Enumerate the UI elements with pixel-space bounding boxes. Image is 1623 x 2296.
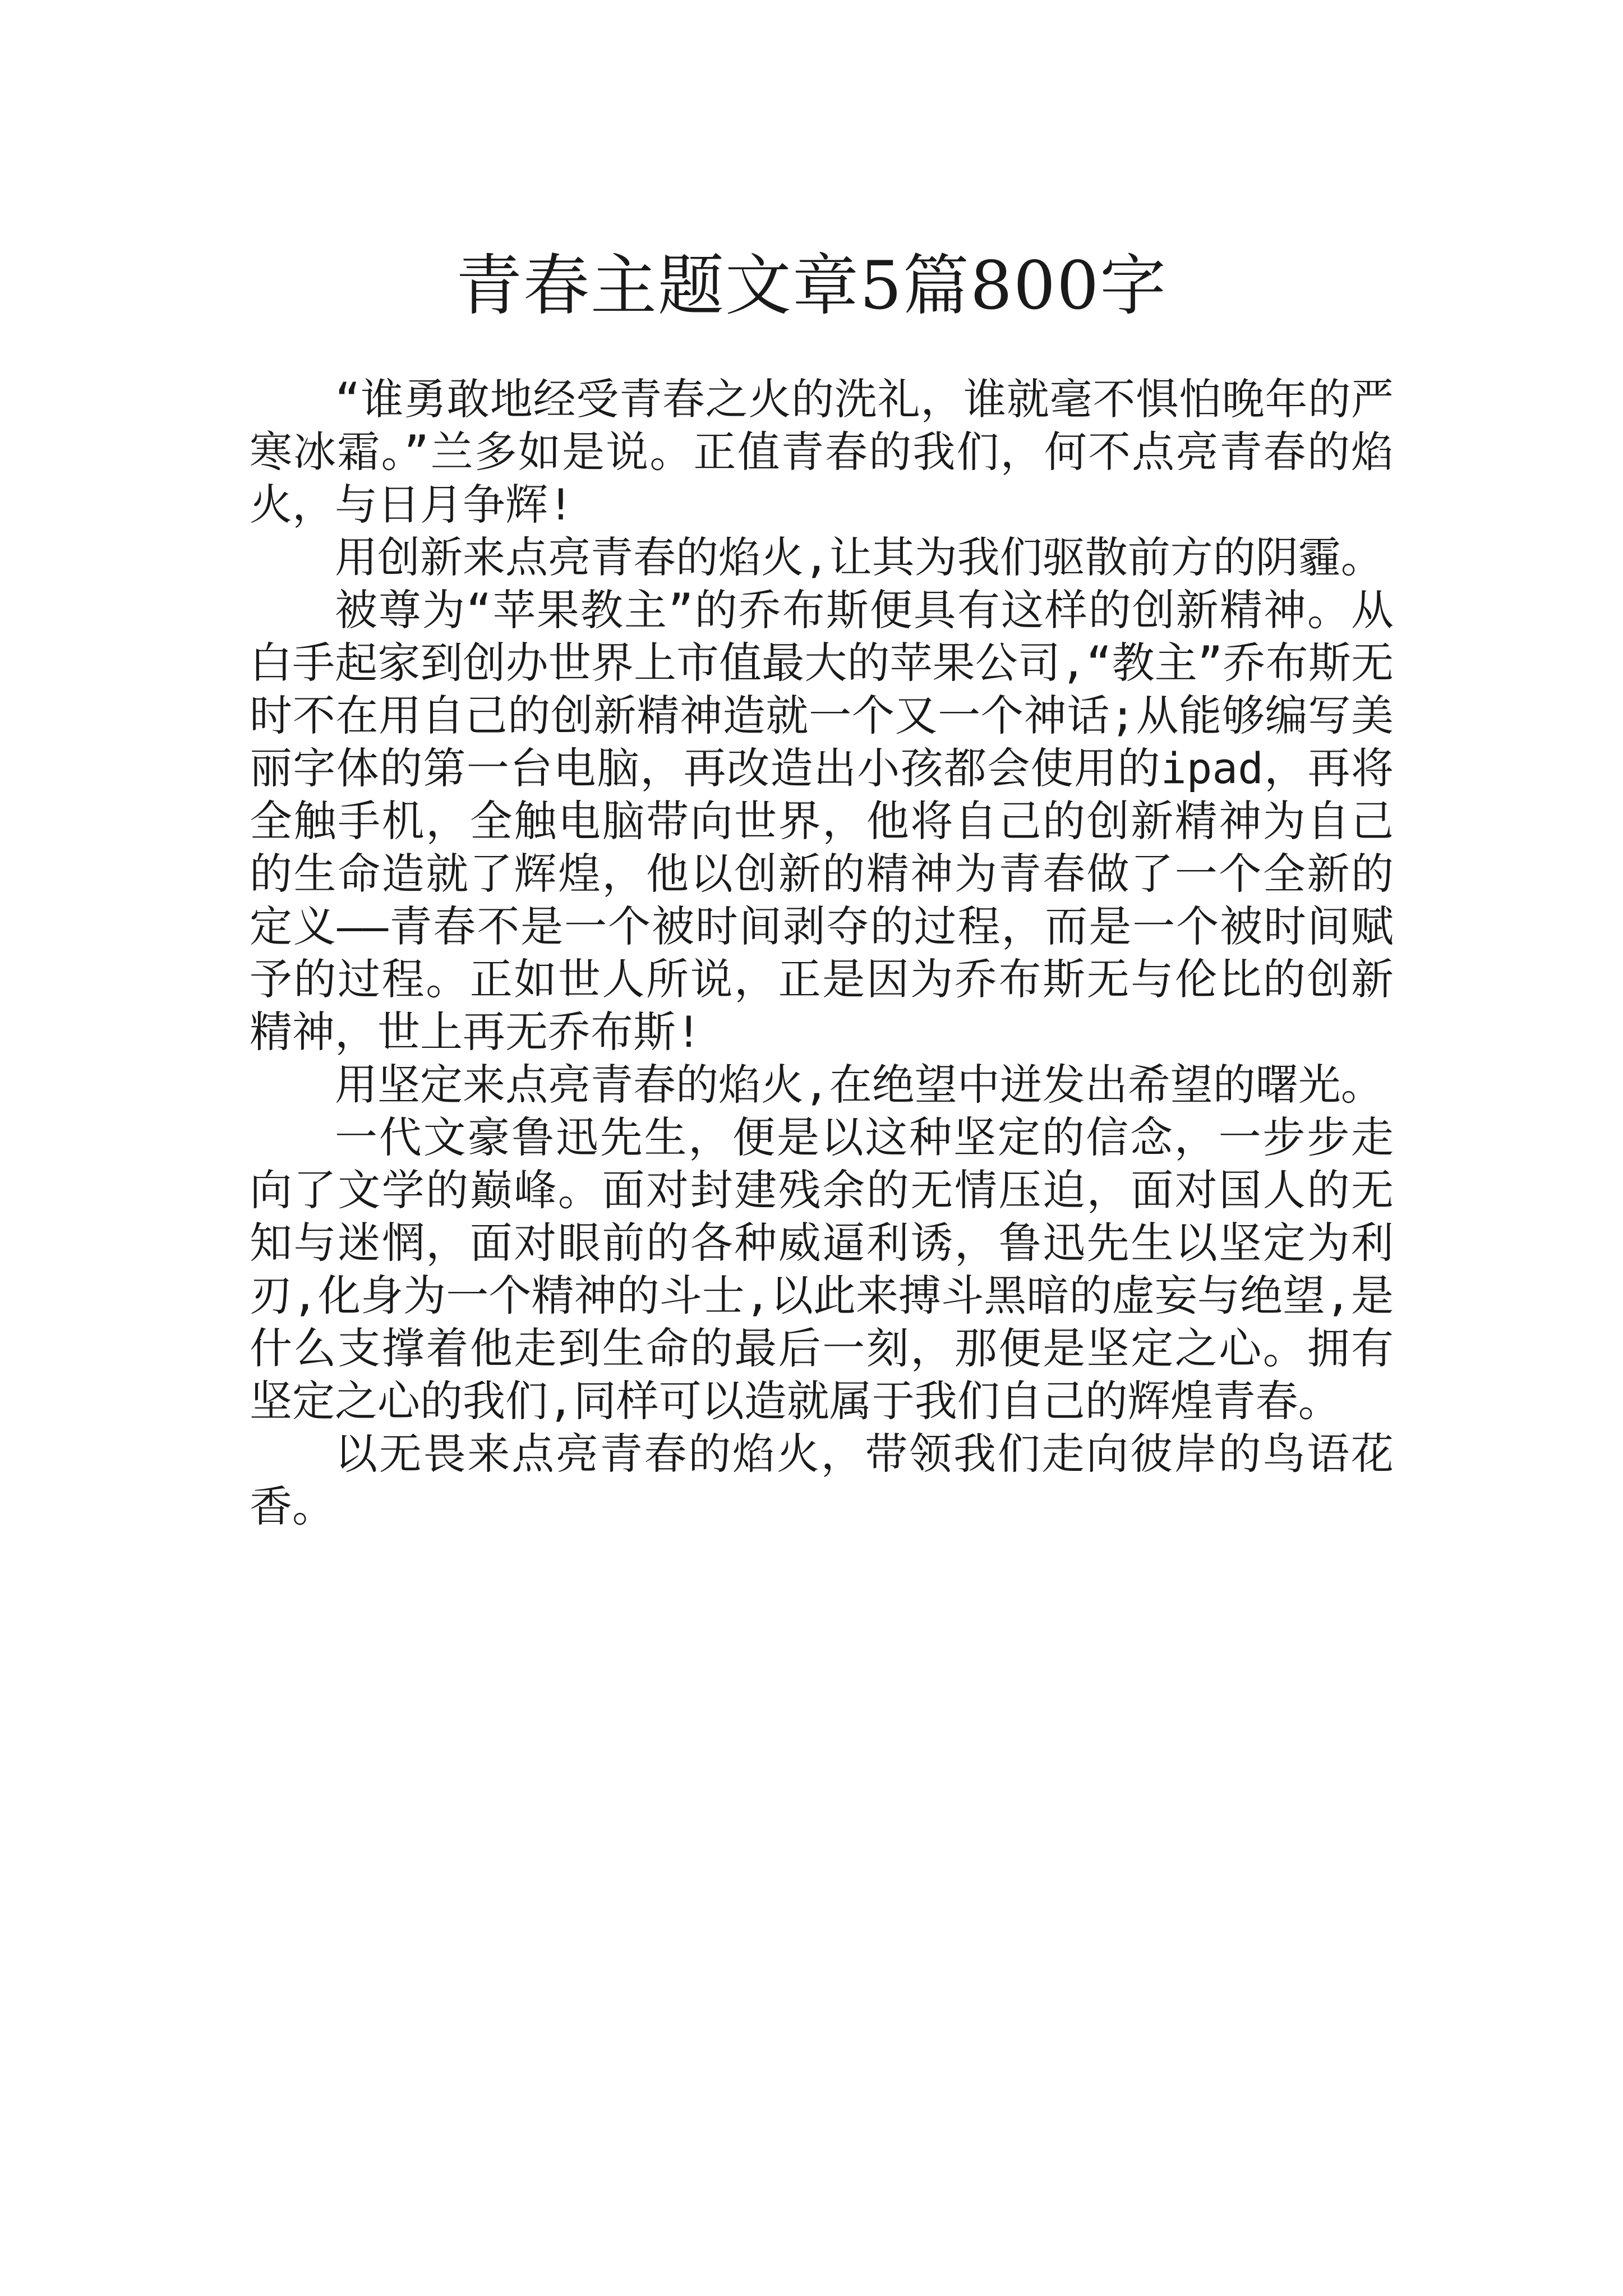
paragraph: “谁勇敢地经受青春之火的洗礼，谁就毫不惧怕晚年的严寒冰霜。”兰多如是说。正值青春的我们，何不点亮青春的焰火，与日月争辉! — [250, 374, 1394, 530]
paragraph: 一代文豪鲁迅先生，便是以这种坚定的信念，一步步走向了文学的巅峰。面对封建残余的无情压迫，面对国人的无知与迷惘，面对眼前的各种威逼利诱，鲁迅先生以坚定为利刃,化身为一个精神的斗士,以此来搏斗黑暗的虚妄与绝望,是什么支撑着他走到生命的最后一刻，那便是坚定之心。拥有坚定之心的我们,同样可以造就属于我们自己的辉煌青春。 — [250, 1112, 1394, 1426]
paragraph: 用坚定来点亮青春的焰火,在绝望中迸发出希望的曙光。 — [335, 1060, 1384, 1110]
document-title: 青春主题文章5篇800字 — [455, 247, 1168, 325]
paragraph: 用创新来点亮青春的焰火,让其为我们驱散前方的阴霾。 — [335, 532, 1384, 582]
paragraph: 以无畏来点亮青春的焰火，带领我们走向彼岸的鸟语花香。 — [250, 1429, 1394, 1531]
document-body — [250, 373, 1394, 1533]
paragraph: 被尊为“苹果教主”的乔布斯便具有这样的创新精神。从白手起家到创办世界上市值最大的苹果公司,“教主”乔布斯无时不在用自己的创新精神造就一个又一个神话;从能够编写美丽字体的第一台电脑，再改造出小孩都会使用的ipad，再将全触手机，全触电脑带向世界，他将自己的创新精神为自己的生命造就了辉煌，他以创新的精神为青春做了一个全新的定义——青春不是一个被时间剥夺的过程，而是一个被时间赋予的过程。正如世人所说，正是因为乔布斯无与伦比的创新精神，世上再无乔布斯! — [250, 585, 1394, 1057]
